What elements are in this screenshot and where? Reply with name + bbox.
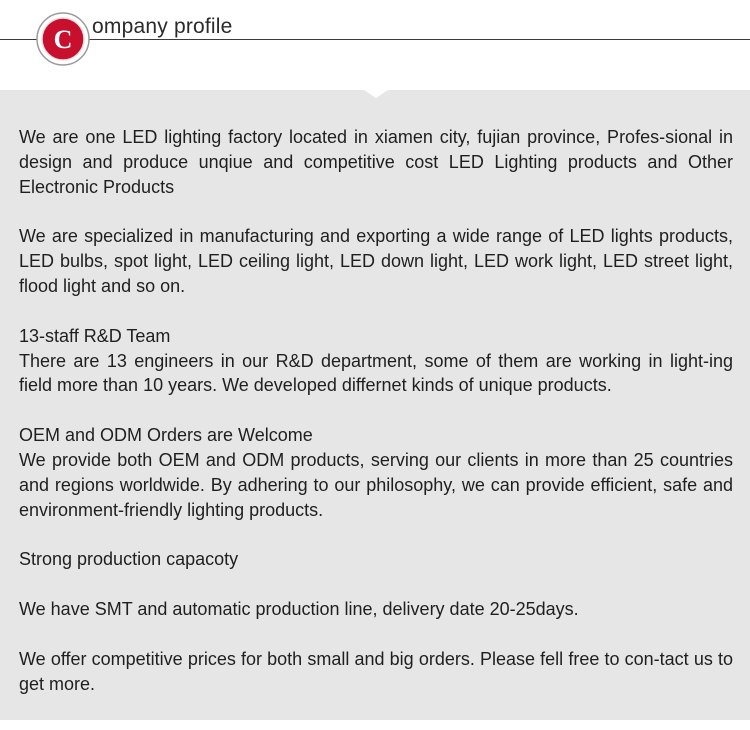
paragraph-text: We have SMT and automatic production line, delivery date 20-25days. [19, 599, 579, 620]
page-header [0, 0, 750, 90]
panel-notch [364, 90, 388, 98]
paragraph-text: We provide both OEM and ODM products, serving our clients in more than 25 countries and regions worldwide. By adhering to our philosophy, we can provide efficient, safe and environment-friendly lighting products. [19, 449, 733, 520]
paragraph-production [19, 597, 733, 622]
paragraph-text: There are 13 engineers in our R&D department, some of them are working in light-ing field more than 10 years. We developed differnet kinds of unique products. [19, 350, 733, 396]
paragraph-capacity [19, 547, 733, 572]
paragraph-products [19, 224, 733, 298]
paragraph-heading: OEM and ODM Orders are Welcome [19, 425, 313, 446]
paragraph-heading: 13-staff R&D Team [19, 325, 171, 346]
paragraph-heading: Strong production capacoty [19, 549, 239, 570]
paragraph-text: We are specialized in manufacturing and exporting a wide range of LED lights products, LED bulbs, spot light, LED ceiling light, LED down light, LED work light, LED street light, flood light and so on. [19, 226, 733, 296]
paragraph-text: We are one LED lighting factory located in xiamen city, fujian province, Profes-sional in design and produce unqiue and competitive cost LED Lighting products and Other Electronic Products [19, 127, 733, 197]
page-title: ompany profile [92, 15, 233, 38]
paragraph-pricing [19, 647, 733, 697]
header-divider [0, 39, 750, 40]
profile-content [19, 125, 733, 722]
company-logo-icon [35, 11, 91, 67]
paragraph-text: We offer competitive prices for both small and big orders. Please fell free to con-tact us to get more. [19, 648, 733, 694]
paragraph-oem [19, 423, 733, 522]
paragraph-rnd [19, 324, 733, 398]
logo-letter: C [53, 25, 73, 54]
paragraph-intro [19, 125, 733, 199]
